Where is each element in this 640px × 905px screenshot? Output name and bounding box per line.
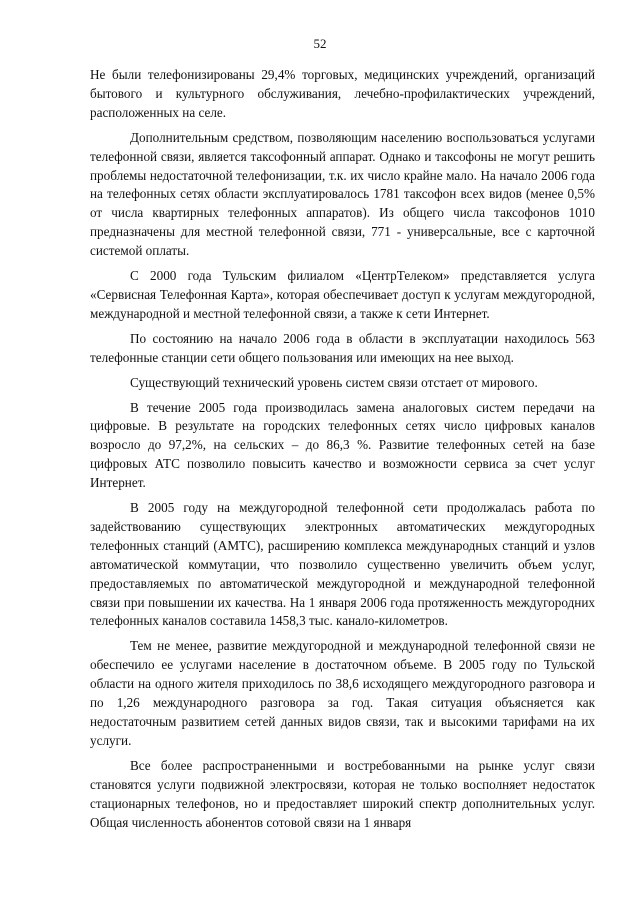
paragraph-1: Не были телефонизированы 29,4% торговых, медицинских учреждений, организаций бытового и культурного обслуживания, лечебно-профилактических учреждений, расположенных на селе. — [90, 67, 595, 120]
paragraph-4: По состоянию на начало 2006 года в области в эксплуатации находилось 563 телефонные станции сети общего пользования или имеющих на нее выход. — [90, 330, 595, 365]
paragraph-9: Все более распространенными и востребованными на рынке услуг связи становятся услуги подвижной электросвязи, которая не только восполняет недостаток стационарных телефонов, но и предоставляет широкий спектр дополнительных услуг. Общая численность абонентов сотовой связи на 1 января — [90, 757, 595, 830]
paragraph-3: С 2000 года Тульским филиалом «ЦентрТелеком» представляется услуга «Сервисная Телефонная Карта», которая обеспечивает доступ к услугам междугородной, международной и местной телефонной связи, а также к сети Интернет. — [90, 268, 595, 321]
paragraph-6: В течение 2005 года производилась замена аналоговых систем передачи на цифровые. В результате на городских телефонных сетях число цифровых каналов возросло до 97,2%, на сельских – до 86,3 %. Развитие телефонных сетей на базе цифровых АТС позволило повысить качество и возможности сервиса за счет услуг Интернет. — [90, 399, 595, 491]
page-number: 52 — [313, 36, 327, 51]
paragraph-5: Существующий технический уровень систем связи отстает от мирового. — [130, 374, 538, 390]
body-text — [90, 66, 595, 838]
paragraph-8: Тем не менее, развитие междугородной и международной телефонной связи не обеспечило ее услугами население в достаточном объеме. В 2005 году по Тульской области на одного жителя приходилось по 38,6 исходящего междугородного разговора и по 1,26 международного разговора за год. Такая ситуация объясняется как недостаточным развитием сетей данных видов связи, так и высокими тарифами на их услуги. — [90, 638, 595, 748]
paragraph-2: Дополнительным средством, позволяющим населению воспользоваться услугами телефонной связи, является таксофонный аппарат. Однако и таксофоны не могут решить проблемы недостаточной телефонизации, т.к. их число крайне мало. На начало 2006 года на телефонных сетях области эксплуатировалось 1781 таксофон всех видов (менее 0,5% от числа квартирных телефонных аппаратов). Из общего числа таксофонов 1010 предназначены для местной телефонной связи, 771 - универсальные, все с карточной системой оплаты. — [90, 129, 595, 259]
paragraph-7: В 2005 году на междугородной телефонной сети продолжалась работа по задействованию существующих электронных автоматических междугородных телефонных станций (АМТС), расширению комплекса международных станций и узлов автоматической коммутации, что позволило существенно увеличить объем услуг, предоставляемых по автоматической междугородной и международной телефонной связи при повышении их качества. На 1 января 2006 года протяженность междугородних телефонных каналов составила 1458,3 тыс. канало-километров. — [90, 500, 595, 629]
